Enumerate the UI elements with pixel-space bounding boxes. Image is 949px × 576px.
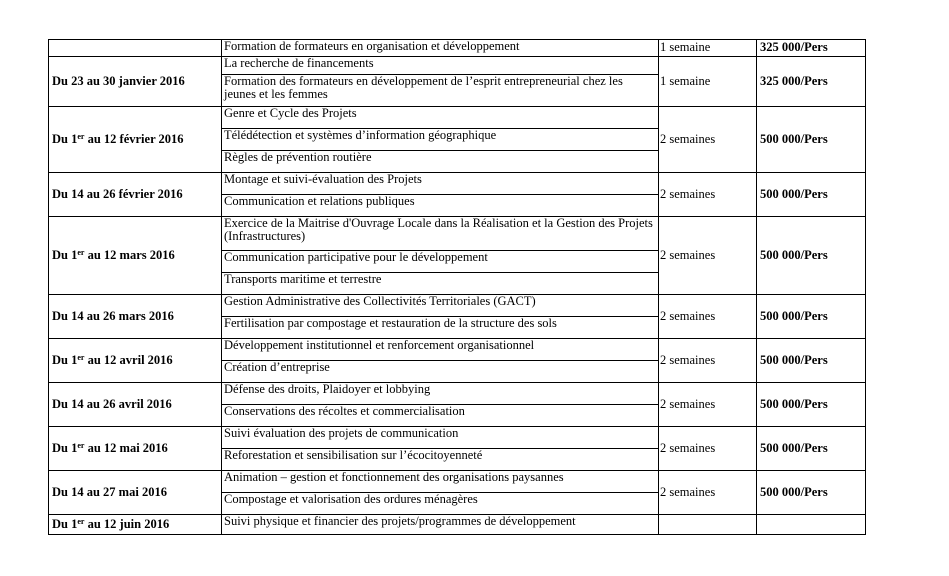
table-body [49,40,866,535]
session-date-text: Du 23 au 30 janvier 2016 [52,74,185,88]
session-date [49,383,222,427]
session-date [49,515,222,535]
session-duration [659,515,757,535]
session-price: 500 000/Pers [757,295,866,339]
session-duration: 2 semaines [659,295,757,339]
course-title: Création d’entreprise [222,361,659,383]
session-date-tail: au 12 février 2016 [84,132,184,146]
session-date-text: Du 1 [52,132,78,146]
course-title: Genre et Cycle des Projets [222,107,659,129]
session-duration: 2 semaines [659,471,757,515]
table-row [49,295,866,317]
session-date [49,40,222,57]
session-price: 500 000/Pers [757,217,866,295]
session-price: 500 000/Pers [757,107,866,173]
session-date [49,427,222,471]
course-title: Communication et relations publiques [222,195,659,217]
session-duration: 2 semaines [659,427,757,471]
course-title: Communication participative pour le développement [222,251,659,273]
table-row [49,217,866,251]
session-price: 325 000/Pers [757,40,866,57]
table-row [49,107,866,129]
session-date-text: Du 1 [52,248,78,262]
course-title: Gestion Administrative des Collectivités Territoriales (GACT) [222,295,659,317]
course-title: La recherche de financements [222,57,659,75]
training-schedule-table [48,39,866,535]
session-date-text: Du 14 au 26 février 2016 [52,187,183,201]
table-row [49,383,866,405]
session-date-ordinal: er [77,517,85,526]
session-date [49,295,222,339]
session-price: 500 000/Pers [757,427,866,471]
session-date-tail: au 12 mai 2016 [84,441,168,455]
session-duration: 2 semaines [659,107,757,173]
session-date-ordinal: er [77,353,85,362]
course-title: Montage et suivi-évaluation des Projets [222,173,659,195]
session-date-ordinal: er [77,248,85,257]
session-date-ordinal: er [77,441,85,450]
session-price: 325 000/Pers [757,57,866,107]
course-title: Télédétection et systèmes d’information géographique [222,129,659,151]
course-title: Formation des formateurs en développement de l’esprit entrepreneurial chez les jeunes et les femmes [222,75,659,107]
session-date-text: Du 14 au 26 avril 2016 [52,397,172,411]
session-duration: 1 semaine [659,40,757,57]
course-title: Développement institutionnel et renforcement organisationnel [222,339,659,361]
session-duration: 2 semaines [659,217,757,295]
session-date [49,217,222,295]
session-date-text: Du 1 [52,353,78,367]
session-date [49,339,222,383]
course-title: Fertilisation par compostage et restauration de la structure des sols [222,317,659,339]
session-date-text: Du 14 au 27 mai 2016 [52,485,167,499]
session-duration: 2 semaines [659,383,757,427]
session-date-text: Du 1 [52,441,78,455]
course-title: Animation – gestion et fonctionnement des organisations paysannes [222,471,659,493]
session-date-tail: au 12 avril 2016 [84,353,173,367]
session-price: 500 000/Pers [757,173,866,217]
session-price: 500 000/Pers [757,471,866,515]
table-row [49,471,866,493]
course-title: Suivi physique et financier des projets/programmes de développement [222,515,659,535]
session-price: 500 000/Pers [757,383,866,427]
session-date-ordinal: er [77,132,85,141]
session-date-text: Du 1 [52,517,78,531]
course-title: Conservations des récoltes et commercialisation [222,405,659,427]
course-title: Transports maritime et terrestre [222,273,659,295]
session-date [49,107,222,173]
table-row [49,427,866,449]
session-date-tail: au 12 juin 2016 [84,517,170,531]
table-row [49,173,866,195]
table-row [49,515,866,535]
course-title: Règles de prévention routière [222,151,659,173]
session-price [757,515,866,535]
session-date [49,57,222,107]
course-title: Exercice de la Maitrise d'Ouvrage Locale dans la Réalisation et la Gestion des Projets (Infrastructures) [222,217,659,251]
course-title: Compostage et valorisation des ordures ménagères [222,493,659,515]
session-date-text: Du 14 au 26 mars 2016 [52,309,174,323]
table-row [49,339,866,361]
table-row [49,57,866,75]
session-date-tail: au 12 mars 2016 [84,248,175,262]
session-duration: 2 semaines [659,173,757,217]
table-row [49,40,866,57]
session-duration: 1 semaine [659,57,757,107]
session-date [49,471,222,515]
course-title: Reforestation et sensibilisation sur l’écocitoyenneté [222,449,659,471]
course-title: Suivi évaluation des projets de communication [222,427,659,449]
course-title: Défense des droits, Plaidoyer et lobbying [222,383,659,405]
session-duration: 2 semaines [659,339,757,383]
session-date [49,173,222,217]
course-title: Formation de formateurs en organisation et développement [222,40,659,57]
session-price: 500 000/Pers [757,339,866,383]
